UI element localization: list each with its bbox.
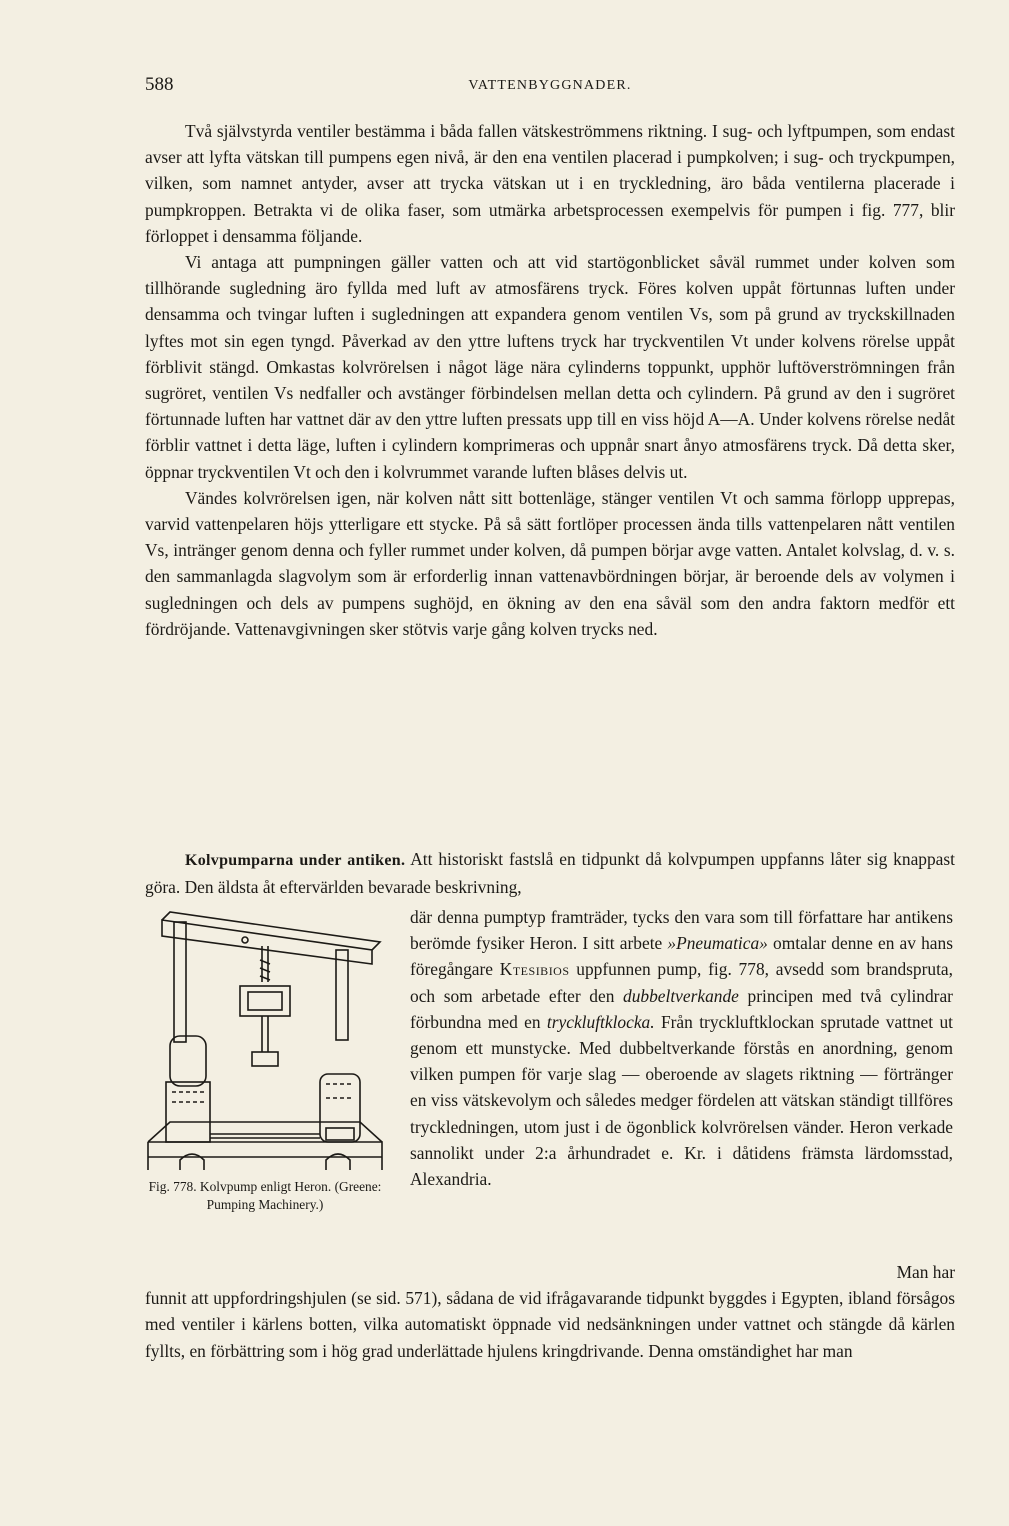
work-title: »Pneumatica» xyxy=(667,933,768,954)
person-name: Ktesibios xyxy=(499,959,570,980)
running-head: VATTENBYGGNADER. xyxy=(468,78,632,93)
paragraph-3: Vändes kolvrörelsen igen, när kolven nått sitt bottenläge, stänger ventilen Vt och samma förlopp upprepas, varvid vattenpelaren höjs ytterligare ett stycke. På så sätt fortlöper processen ända tills vattenpelaren nått ventilen Vs, intränger genom denna och fyller rummet under kolven, då pumpen börjar avge vatten. Antalet kolvslag, d. v. s. den sammanlagda slagvolym som är erforderlig innan vattenavbördningen börjar, är beroende dels av volymen i sugledningen och dels av pumpens sughöjd, en ökning av den ena såväl som den andra faktorn medför ett fördröjande. Vattenavgivningen sker stötvis varje gång kolven trycks ned. xyxy=(145,487,955,639)
main-text xyxy=(145,118,955,642)
side-text-c: uppfunnen pump, fig. 778, avsedd som brandspruta, och som arbetade efter den xyxy=(410,959,953,1006)
tail-paragraph: funnit att uppfordringshjulen (se sid. 571), sådana de vid ifrågavarande tidpunkt byggdes i Egypten, ibland försågos med ventiler i kärlens botten, vilka automatiskt öppnade vid nedsänkningen under vattnet och stängde då kärlen fyllts, en förbättring som i hög grad underlättade hjulens kringdrivande. Denna omständighet har man xyxy=(145,1288,955,1361)
section-heading: Kolvpumparna under antiken. xyxy=(185,852,406,869)
page-number: 588 xyxy=(145,74,174,95)
tail-first-line: Man har xyxy=(896,1262,955,1282)
term-dubbeltverkande: dubbeltverkande xyxy=(623,985,739,1006)
figure-caption: Fig. 778. Kolvpump enligt Heron. (Greene: Pumping Machinery.) xyxy=(148,1179,382,1212)
side-text-e: Från tryckluftklockan sprutade vattnet ut genom ett munstycke. Med dubbeltverkande förstås en anordning, genom vilken pumpen för varje slag — oberoende av slagets riktning — förtränger en viss vätskevolym och således medger fördelen att vätskan ständigt tillföres tryckledningen, utom just i de ögonblick kolvrörelsen vänder. Heron verkade sannolikt under 2:a århundradet e. Kr. i dåtidens främsta lärdomsstad, Alexandria. xyxy=(410,1011,953,1190)
side-text-a: där denna pumptyp framträder, tycks den vara som till författare har antikens berömde fysiker Heron. I sitt arbete xyxy=(410,907,953,954)
term-tryckluftklocka: tryckluftklocka. xyxy=(546,1011,655,1032)
page-header xyxy=(145,74,955,102)
continuing-text xyxy=(145,1259,955,1364)
side-text-b: omtalar denne en av hans föregångare xyxy=(410,933,953,980)
section-intro xyxy=(145,846,955,900)
pump-illustration xyxy=(140,902,390,1172)
side-text-d: principen med två cylindrar förbundna med en xyxy=(410,985,953,1032)
section-intro-paragraph xyxy=(145,846,955,900)
figure-778 xyxy=(140,902,390,1212)
section-intro-text: Att historiskt fastslå en tidpunkt då kolvpumpen uppfanns låter sig knappast göra. Den äldsta åt eftervärlden bevarade beskrivning, xyxy=(145,849,955,898)
side-paragraph xyxy=(410,904,953,1192)
paragraph-2: Vi antaga att pumpningen gäller vatten och att vid startögonblicket såväl rummet under kolven som tillhörande sugledning äro fyllda med luft av atmosfärens tryck. Föres kolven uppåt förtunnas luften under densamma och tvingar luften i sugledningen att expandera genom ventilen Vs, som på grund av tryckskillnaden lyftes mot sin egen tyngd. Påverkad av den yttre luftens tryck har tryckventilen Vt under kolvens rörelse uppåt förblivit stängd. Omkastas kolvrörelsen i något läge nära cylinderns toppunkt, upphör luftöverströmningen från sugröret, ventilen Vs nedfaller och avstänger förbindelsen mellan detta och cylindern. På grund av den i sugröret förtunnade luften har vattnet där av den yttre luften pressats upp till en viss höjd A—A. Under kolvens rörelse nedåt förblir vattnet i detta läge, luften i cylindern komprimeras och uppnår snart ånyo atmosfärens tryck. Då detta sker, öppnar tryckventilen Vt och den i kolvrummet varande luften blåses delvis ut. xyxy=(145,252,955,482)
side-column-text xyxy=(410,904,953,1192)
paragraph-1: Två självstyrda ventiler bestämma i båda fallen vätskeströmmens riktning. I sug- och lyftpumpen, som endast avser att lyfta vätskan till pumpens egen nivå, är den ena ventilen placerad i pumpkolven; i sug- och tryckpumpen, vilken, som namnet antyder, avser att trycka vätskan ut i en tryckledning, äro båda ventilerna placerade i pumpkroppen. Betrakta vi de olika faser, som utmärka arbetsprocessen exempelvis för pumpen i fig. 777, blir förloppet i densamma följande. xyxy=(145,121,955,246)
